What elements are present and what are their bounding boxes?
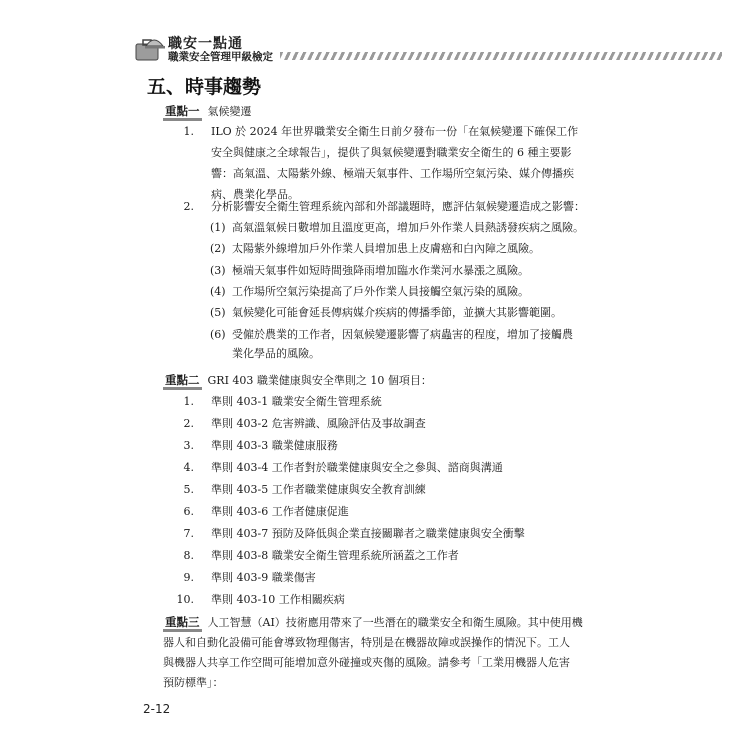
point3-first-line [163,613,583,634]
list-number: 6. [183,505,194,518]
list-number: 7. [183,527,194,540]
subitem-number: (2) [210,242,226,255]
list-number: 3. [183,439,194,452]
list-number: 8. [183,549,194,562]
section-title: 五、時事趨勢 [147,76,262,98]
book-header [132,32,732,62]
list-item: 準則 403-3 職業健康服務 [211,439,338,452]
list-number: 10. [176,593,194,606]
point3-line: 器人和自動化設備可能會導致物理傷害，特別是在機器故障或誤操作的情況下。工人 [163,636,570,649]
point3-line: 預防標準」： [163,676,224,689]
page-number: 2-12 [143,702,171,716]
list-item: 準則 403-6 工作者健康促進 [211,505,349,518]
subitem-number: (5) [210,306,226,319]
point2-label: 重點二 [163,373,202,390]
list-item: 準則 403-2 危害辨識、風險評估及事故調查 [211,417,426,430]
header-stripe [280,52,722,60]
book-title: 職安一點通 [168,36,243,52]
list-item: 準則 403-4 工作者對於職業健康與安全之參與、諮商與溝通 [211,461,503,474]
subitem-text: 受僱於農業的工作者，因氣候變遷影響了病蟲害的程度，增加了接觸農 [232,328,573,341]
subitem-number: (1) [210,221,226,234]
item1-line: 病、農業化學品。 [211,188,299,201]
item2-text: 分析影響安全衛生管理系統內部和外部議題時，應評估氣候變遷造成之影響： [211,200,585,213]
subitem-text: 高氣溫氣候日數增加且溫度更高，增加戶外作業人員熱誘發疾病之風險。 [232,221,584,234]
toolbox-helmet-icon [132,32,166,62]
book-subtitle: 職業安全管理甲級檢定 [168,51,273,63]
subitem-number: (6) [210,328,226,341]
subitem-text: 氣候變化可能會延長傳病媒介疾病的傳播季節，並擴大其影響範圍。 [232,306,562,319]
subitem-text: 業化學品的風險。 [232,347,320,360]
list-item: 準則 403-9 職業傷害 [211,571,316,584]
list-number: 2. [183,417,194,430]
list-item: 準則 403-1 職業安全衛生管理系統 [211,395,382,408]
list-item: 準則 403-5 工作者職業健康與安全教育訓練 [211,483,426,496]
list-number: 5. [183,483,194,496]
point3-label: 重點三 [163,615,202,632]
subitem-text: 極端天氣事件如短時間強降雨增加臨水作業河水暴漲之風險。 [232,264,529,277]
list-item: 準則 403-7 預防及降低與企業直接關聯者之職業健康與安全衝擊 [211,527,525,540]
item1-line: 安全與健康之全球報告」，提供了與氣候變遷對職業安全衛生的 6 種主要影 [211,146,572,159]
subitem-text: 太陽紫外線增加戶外作業人員增加患上皮膚癌和白內障之風險。 [232,242,540,255]
list-item: 準則 403-8 職業安全衛生管理系統所涵蓋之工作者 [211,549,459,562]
item1-line: 響：高氣溫、太陽紫外線、極端天氣事件、工作場所空氣污染、媒介傳播疾 [211,167,574,180]
point2-title: GRI 403 職業健康與安全準則之 10 個項目： [207,374,432,387]
list-number: 4. [183,461,194,474]
point3-line: 人工智慧（AI）技術應用帶來了一些潛在的職業安全和衛生風險。其中使用機 [207,616,583,629]
list-number: 9. [183,571,194,584]
list-item: 準則 403-10 工作相關疾病 [211,593,345,606]
list-number: 1. [183,395,194,408]
subitem-number: (4) [210,285,226,298]
subitem-text: 工作場所空氣污染提高了戶外作業人員接觸空氣污染的風險。 [232,285,529,298]
point3-line: 與機器人共享工作空間可能增加意外碰撞或夾傷的風險。請參考「工業用機器人危害 [163,656,570,669]
point1-label: 重點一 [163,104,202,121]
list-number: 1. [183,125,194,138]
subitem-number: (3) [210,264,226,277]
point1-heading [163,104,252,121]
point1-title: 氣候變遷 [207,105,252,118]
point2-heading [163,373,432,390]
item1-line: ILO 於 2024 年世界職業安全衛生日前夕發布一份「在氣候變遷下確保工作 [211,125,579,138]
list-number: 2. [183,200,194,213]
